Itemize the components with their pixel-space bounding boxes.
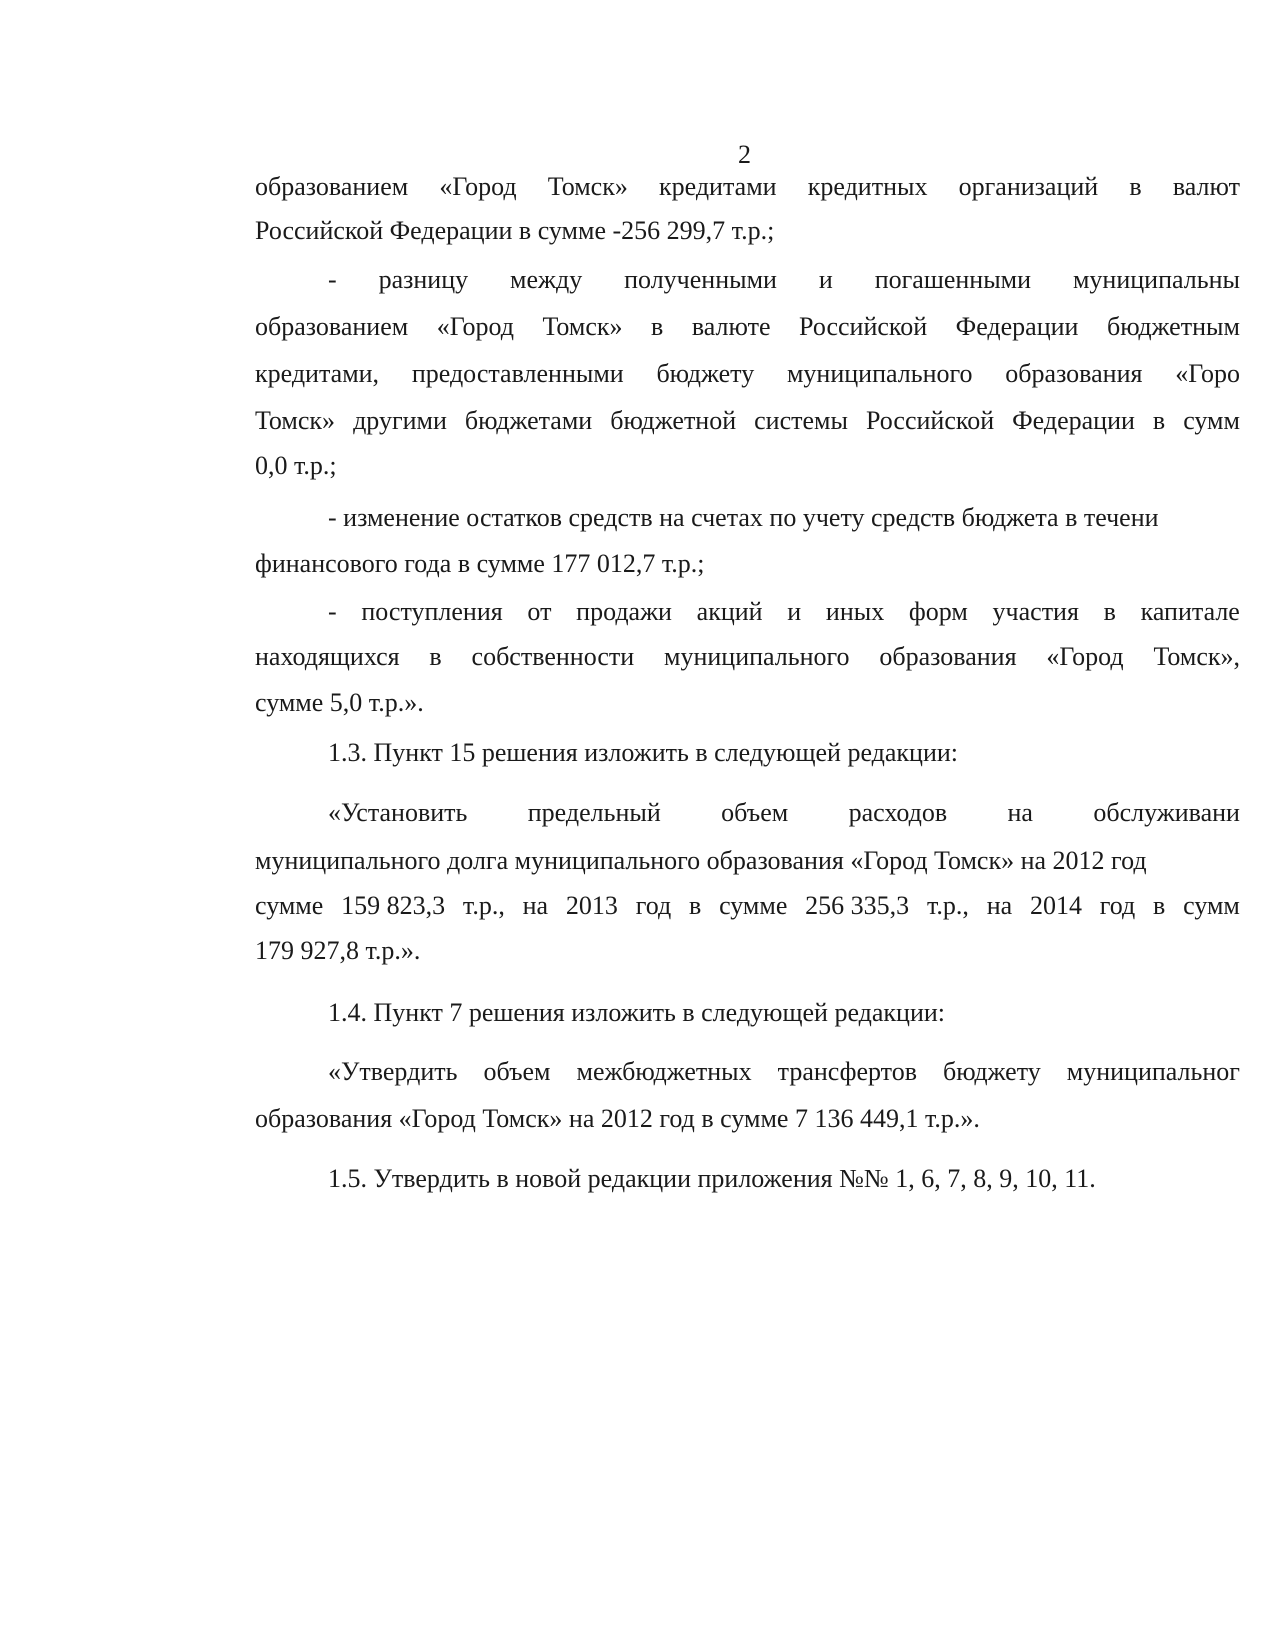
word: в xyxy=(651,312,664,341)
word: «Горо xyxy=(1175,359,1240,388)
text-line xyxy=(328,797,1240,829)
word: образования xyxy=(879,642,1017,671)
text-line: Российской Федерации в сумме -256 299,7 т.р.; xyxy=(255,216,775,245)
word: сумме xyxy=(255,891,324,920)
text-line: финансового года в сумме 177 012,7 т.р.; xyxy=(255,549,705,578)
word: образованием xyxy=(255,172,409,201)
word: на xyxy=(522,891,549,920)
word: - xyxy=(328,597,337,626)
word: 2013 xyxy=(565,891,618,920)
word: в xyxy=(688,891,702,920)
page-number: 2 xyxy=(738,140,751,169)
word: межбюджетных xyxy=(576,1057,752,1086)
word: расходов xyxy=(848,798,948,827)
word: кредитами, xyxy=(255,359,380,388)
word: 159 823,3 xyxy=(341,891,446,920)
word: т.р., xyxy=(926,891,969,920)
word: Федерации xyxy=(955,312,1079,341)
text-line: 179 927,8 т.р.». xyxy=(255,936,421,965)
word: на xyxy=(986,891,1013,920)
word: капитале xyxy=(1140,597,1240,626)
word: обслуживани xyxy=(1093,798,1240,827)
word: и xyxy=(787,597,802,626)
word: поступления xyxy=(361,597,503,626)
word: муниципального xyxy=(786,359,973,388)
word: образованием xyxy=(255,312,409,341)
word: в xyxy=(429,642,442,671)
word: в xyxy=(1129,172,1142,201)
text-line: 1.4. Пункт 7 решения изложить в следующей редакции: xyxy=(328,998,946,1027)
word: системы xyxy=(754,406,848,435)
word: «Город xyxy=(1046,642,1124,671)
word: валюте xyxy=(691,312,771,341)
text-line: сумме 5,0 т.р.». xyxy=(255,688,424,717)
word: «Установить xyxy=(328,798,468,827)
word: на xyxy=(1007,798,1033,827)
word: сумме xyxy=(719,891,788,920)
word: бюджетами xyxy=(464,406,593,435)
word: предоставленными xyxy=(411,359,624,388)
word: бюджету xyxy=(656,359,755,388)
text-line xyxy=(328,1056,1240,1088)
word: Томск» xyxy=(547,172,628,201)
word: Томск», xyxy=(1153,642,1240,671)
word: Российской xyxy=(865,406,995,435)
word: кредитных xyxy=(807,172,928,201)
text-line: - изменение остатков средств на счетах по учету средств бюджета в течени xyxy=(328,503,1159,532)
word: в xyxy=(1103,597,1116,626)
word: год xyxy=(1099,891,1136,920)
word: 2014 xyxy=(1029,891,1082,920)
word: «Город xyxy=(439,172,517,201)
word: муниципального xyxy=(664,642,850,671)
word: бюджету xyxy=(943,1057,1041,1086)
text-line xyxy=(255,171,1240,203)
word: сумм xyxy=(1183,891,1240,920)
word: разницу xyxy=(378,265,469,294)
word: полученными xyxy=(624,265,777,294)
word: т.р., xyxy=(462,891,505,920)
word: другими xyxy=(353,406,447,435)
word: сумм xyxy=(1183,406,1240,435)
text-line: муниципального долга муниципального образования «Город Томск» на 2012 год xyxy=(255,846,1147,875)
word: в xyxy=(1152,406,1166,435)
word: предельный xyxy=(527,798,661,827)
word: объем xyxy=(483,1057,551,1086)
word: 256 335,3 xyxy=(805,891,910,920)
word: находящихся xyxy=(255,642,400,671)
text-line: 1.5. Утвердить в новой редакции приложения №№ 1, 6, 7, 8, 9, 10, 11. xyxy=(328,1164,1096,1193)
text-line xyxy=(255,405,1240,437)
word: от xyxy=(527,597,552,626)
word: Российской xyxy=(799,312,928,341)
word: акций xyxy=(696,597,763,626)
text-line xyxy=(255,358,1240,390)
word: валют xyxy=(1172,172,1240,201)
word: «Город xyxy=(436,312,514,341)
text-line: 1.3. Пункт 15 решения изложить в следующей редакции: xyxy=(328,738,959,767)
text-line xyxy=(255,311,1240,343)
text-line xyxy=(255,641,1240,673)
word: Томск» xyxy=(542,312,623,341)
word: участия xyxy=(992,597,1079,626)
word: «Утвердить xyxy=(328,1057,458,1086)
word: образования xyxy=(1005,359,1143,388)
text-line xyxy=(328,264,1240,296)
word: организаций xyxy=(958,172,1099,201)
word: год xyxy=(635,891,672,920)
word: муниципальны xyxy=(1072,265,1240,294)
word: иных xyxy=(825,597,885,626)
word: объем xyxy=(721,798,789,827)
word: трансфертов xyxy=(777,1057,917,1086)
word: продажи xyxy=(576,597,672,626)
word: Федерации xyxy=(1012,406,1135,435)
word: муниципальног xyxy=(1066,1057,1240,1086)
word: между xyxy=(510,265,583,294)
word: форм xyxy=(908,597,968,626)
word: собственности xyxy=(471,642,635,671)
word: и xyxy=(818,265,833,294)
word: бюджетным xyxy=(1106,312,1240,341)
word: бюджетной xyxy=(610,406,737,435)
word: - xyxy=(328,265,337,294)
text-line xyxy=(255,890,1240,922)
text-line xyxy=(328,596,1240,628)
word: кредитами xyxy=(659,172,777,201)
word: погашенными xyxy=(874,265,1032,294)
word: в xyxy=(1153,891,1166,920)
word: Томск» xyxy=(255,406,336,435)
text-line: образования «Город Томск» на 2012 год в сумме 7 136 449,1 т.р.». xyxy=(255,1104,980,1133)
text-line: 0,0 т.р.; xyxy=(255,451,337,480)
